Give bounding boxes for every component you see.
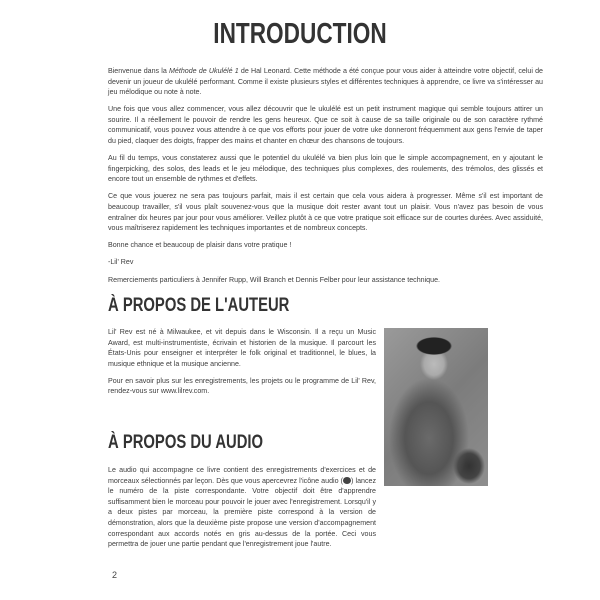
- author-photo: [384, 328, 488, 486]
- intro-paragraph-2: Une fois que vous allez commencer, vous allez découvrir que le ukulélé est un petit instrument magique qui semble toujours attirer un sourire. Il a réellement le pouvoir de rendre les gens heureux. Que ce soit à cause de sa taille originale ou de son caractère rythmé communicatif, vous pouvez vous attendre à ce que vos efforts pour jouer de votre uke donneront fréquemment aux gens l'envie de taper du pied, claquer des doigts, frapper des mains et chanter en chœur des chansons de toujours.: [108, 105, 543, 146]
- book-title-italic: Méthode de Ukulélé 1: [169, 67, 239, 75]
- author-section: [108, 327, 376, 404]
- audio-paragraph: Le audio qui accompagne ce livre contient des enregistrements d'exercices et de morceaux sélectionnés par leçon. Dès que vous apercevrez l'icône audio ( ) lancez le numéro de la piste correspondante. Votre objectif doit être d'apprendre suffisamment bien le morceau pour pouvoir le jouer avec l'enregistrement. Lorsqu'il y a deux pistes par morceau, la première piste correspond à la version de démonstration, alors que la deuxième piste propose une version d'accompagnement correspondant aux accords notés en gris au-dessus de la portée. Ceci vous permettra de jouer une partie pendant que l'enregistrement joue l'autre.: [108, 466, 376, 549]
- page-number: 2: [112, 570, 118, 580]
- page-title: INTRODUCTION: [213, 18, 387, 50]
- audio-heading: À PROPOS DU AUDIO: [108, 432, 264, 453]
- intro-signature: -Lil' Rev: [108, 258, 134, 267]
- author-paragraph-2: Pour en savoir plus sur les enregistrements, les projets ou le programme de Lil' Rev, rendez-vous sur www.lilrev.com.: [108, 376, 376, 396]
- acknowledgements: Remerciements particuliers à Jennifer Rupp, Will Branch et Dennis Felber pour leur assistance technique.: [108, 275, 440, 284]
- intro-paragraph-1: Bienvenue dans la Méthode de Ukulélé 1 de Hal Leonard. Cette méthode a été conçue pour vous aider à atteindre votre objectif, celui de devenir un joueur de ukulélé performant. Comme il existe plusieurs styles et différentes techniques à apprendre, ce livre va s'intéresser au jeu mélodique ou note à note.: [108, 67, 543, 97]
- intro-paragraph-3: Au fil du temps, vous constaterez aussi que le potentiel du ukulélé va bien plus loin que le simple accompagnement, en y ajoutant le fingerpicking, des solos, des leads et le jeu mélodique, des techniques plus complexes, des roulements, des trémolos, des glissés et encore tout un ensemble de rythmes et d'effets.: [108, 154, 543, 184]
- introduction-section: [108, 66, 543, 292]
- intro-paragraph-4: Ce que vous jouerez ne sera pas toujours parfait, mais il est certain que cela vous aidera à progresser. Même s'il est important de beaucoup travailler, s'il vous plaît souvenez-vous que la musique doit rester avant tout un plaisir. Vous n'avez pas besoin de vous entraîner dix heures par jour pour vous améliorer. Veillez plutôt à ce que votre pratique soit efficace sur de courtes durées. Avec assiduité, vous maîtriserez rapidement les techniques importantes et de nombreux concepts.: [108, 192, 543, 233]
- author-paragraph-1: Lil' Rev est né à Milwaukee, et vit depuis dans le Wisconsin. Il a reçu un Music Award, est multi-instrumentiste, écrivain et historien de la musique. Il parcourt les États-Unis pour enseigner et interpréter le folk original et traditionnel, le blues, la musique ethnique et la musique ancienne.: [108, 328, 376, 368]
- audio-section: [108, 465, 376, 556]
- audio-icon: [343, 477, 351, 484]
- author-heading: À PROPOS DE L'AUTEUR: [108, 295, 290, 316]
- intro-closing: Bonne chance et beaucoup de plaisir dans votre pratique !: [108, 241, 292, 250]
